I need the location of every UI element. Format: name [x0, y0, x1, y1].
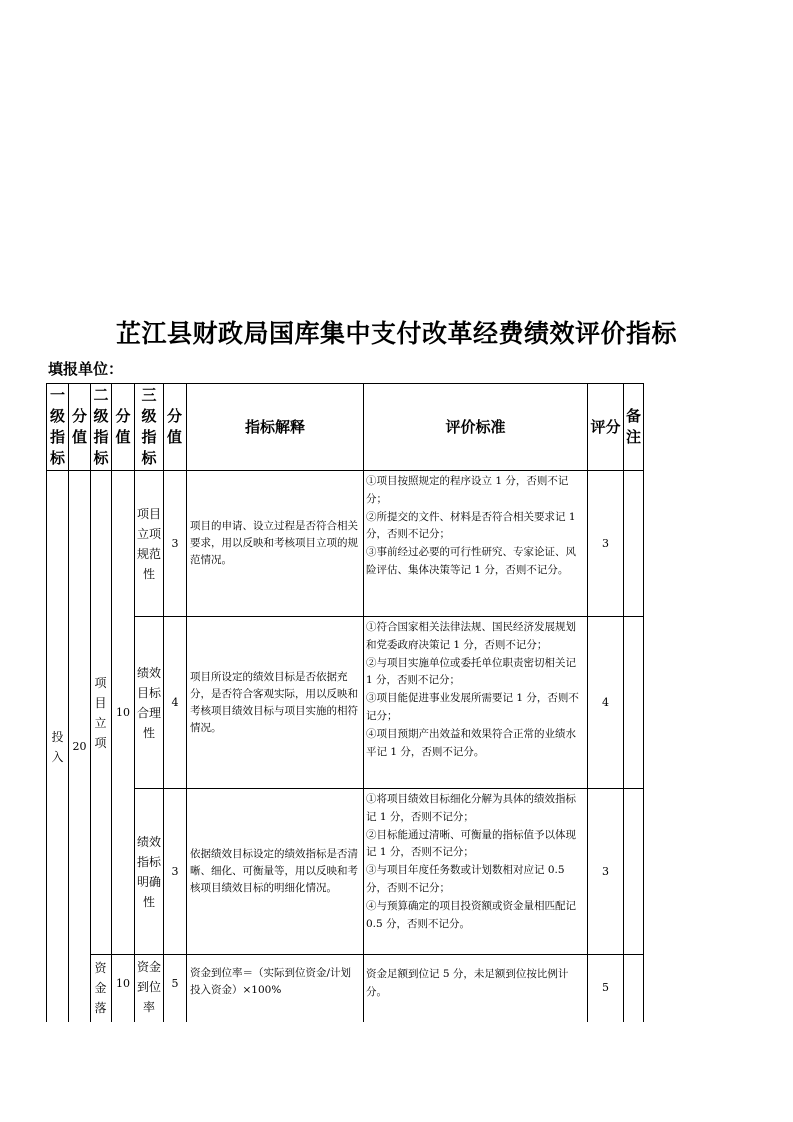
level2-name: 项目立项 — [94, 675, 107, 750]
header-rating: 评分 — [590, 418, 621, 436]
level3-name: 绩效目标合理性 — [137, 665, 161, 740]
rating-value: 3 — [602, 865, 609, 878]
table-border — [623, 383, 624, 1022]
evaluation-criteria — [364, 789, 587, 954]
table-border — [643, 383, 644, 1022]
indicator-explanation: 项目所设定的绩效目标是否依据充分，是否符合客观实际，用以反映和考核项目绩效目标与项目实施的相符情况。 — [190, 670, 358, 734]
evaluation-criteria — [364, 617, 587, 788]
header-level1: 一级指标 — [49, 386, 65, 467]
level3-score: 5 — [171, 977, 179, 990]
header-level3: 三级指标 — [141, 386, 157, 467]
rating-value: 3 — [602, 537, 609, 550]
level2-score: 10 — [116, 977, 130, 990]
header-explanation: 指标解释 — [244, 418, 305, 436]
level1-name: 投入 — [51, 729, 64, 764]
fill-unit-label: 填报单位： — [48, 360, 124, 378]
indicator-explanation: 依据绩效目标设定的绩效指标是否清晰、细化、可衡量等，用以反映和考核项目绩效目标的明细化情况。 — [190, 848, 358, 894]
criteria-item: ③项目能促进事业发展所需要记 1 分，否则不记分； — [366, 692, 579, 722]
criteria-item: ④与预算确定的项目投资额或资金量相匹配记 0.5 分，否则不记分。 — [366, 899, 576, 930]
page-title: 芷江县财政局国库集中支付改革经费绩效评价指标 — [115, 319, 677, 348]
rating-value: 5 — [602, 981, 609, 994]
header-criteria: 评价标准 — [445, 418, 506, 436]
level3-score: 4 — [171, 696, 179, 709]
criteria-item: ②所提交的文件、材料是否符合相关要求记 1 分，否则不记分； — [366, 510, 576, 541]
header-level2: 二级指标 — [93, 386, 109, 467]
table-border — [134, 383, 135, 1022]
rating-value: 4 — [602, 696, 609, 709]
evaluation-criteria — [364, 471, 587, 616]
level3-score: 3 — [171, 865, 179, 878]
criteria-item: ①将项目绩效目标细化分解为具体的绩效指标记 1 分，否则不记分； — [366, 793, 576, 823]
criteria-item: ②与项目实施单位或委托单位职责密切相关记 1 分，否则不记分； — [366, 656, 576, 687]
criteria-item: 资金足额到位记 5 分，未足额到位按比例计分。 — [366, 968, 569, 998]
indicator-explanation: 资金到位率＝（实际到位资金/计划投入资金）×100% — [190, 967, 352, 996]
level3-name: 绩效指标明确性 — [137, 834, 161, 909]
header-score3: 分值 — [166, 407, 182, 446]
level2-score: 10 — [116, 706, 130, 719]
level3-name: 项目立项规范性 — [137, 506, 161, 581]
evaluation-criteria — [364, 955, 587, 1022]
criteria-item: ②目标能通过清晰、可衡量的指标值予以体现记 1 分，否则不记分； — [366, 828, 576, 859]
header-score2: 分值 — [115, 407, 131, 446]
level3-score: 3 — [171, 537, 179, 550]
level3-name: 资金到位率 — [137, 960, 161, 1014]
table-border — [46, 383, 47, 1022]
criteria-item: ④项目预期产出效益和效果符合正常的业绩水平记 1 分，否则不记分。 — [366, 727, 576, 758]
indicator-explanation: 项目的申请、设立过程是否符合相关要求，用以反映和考核项目立项的规范情况。 — [190, 520, 358, 566]
table-border — [90, 383, 91, 1022]
header-remark: 备注 — [625, 407, 641, 446]
level1-score: 20 — [72, 740, 87, 753]
criteria-item: ①项目按照规定的程序设立 1 分，否则不记分； — [366, 475, 569, 505]
criteria-item: ①符合国家相关法律法规、国民经济发展规划和党委政府决策记 1 分，否则不记分； — [366, 621, 576, 651]
criteria-item: ③与项目年度任务数或计划数相对应记 0.5 分，否则不记分； — [366, 864, 565, 894]
level2-name: 资金落 — [94, 961, 107, 1015]
criteria-item: ③事前经过必要的可行性研究、专家论证、风险评估、集体决策等记 1 分，否则不记分。 — [366, 546, 576, 576]
header-score1: 分值 — [71, 407, 87, 446]
